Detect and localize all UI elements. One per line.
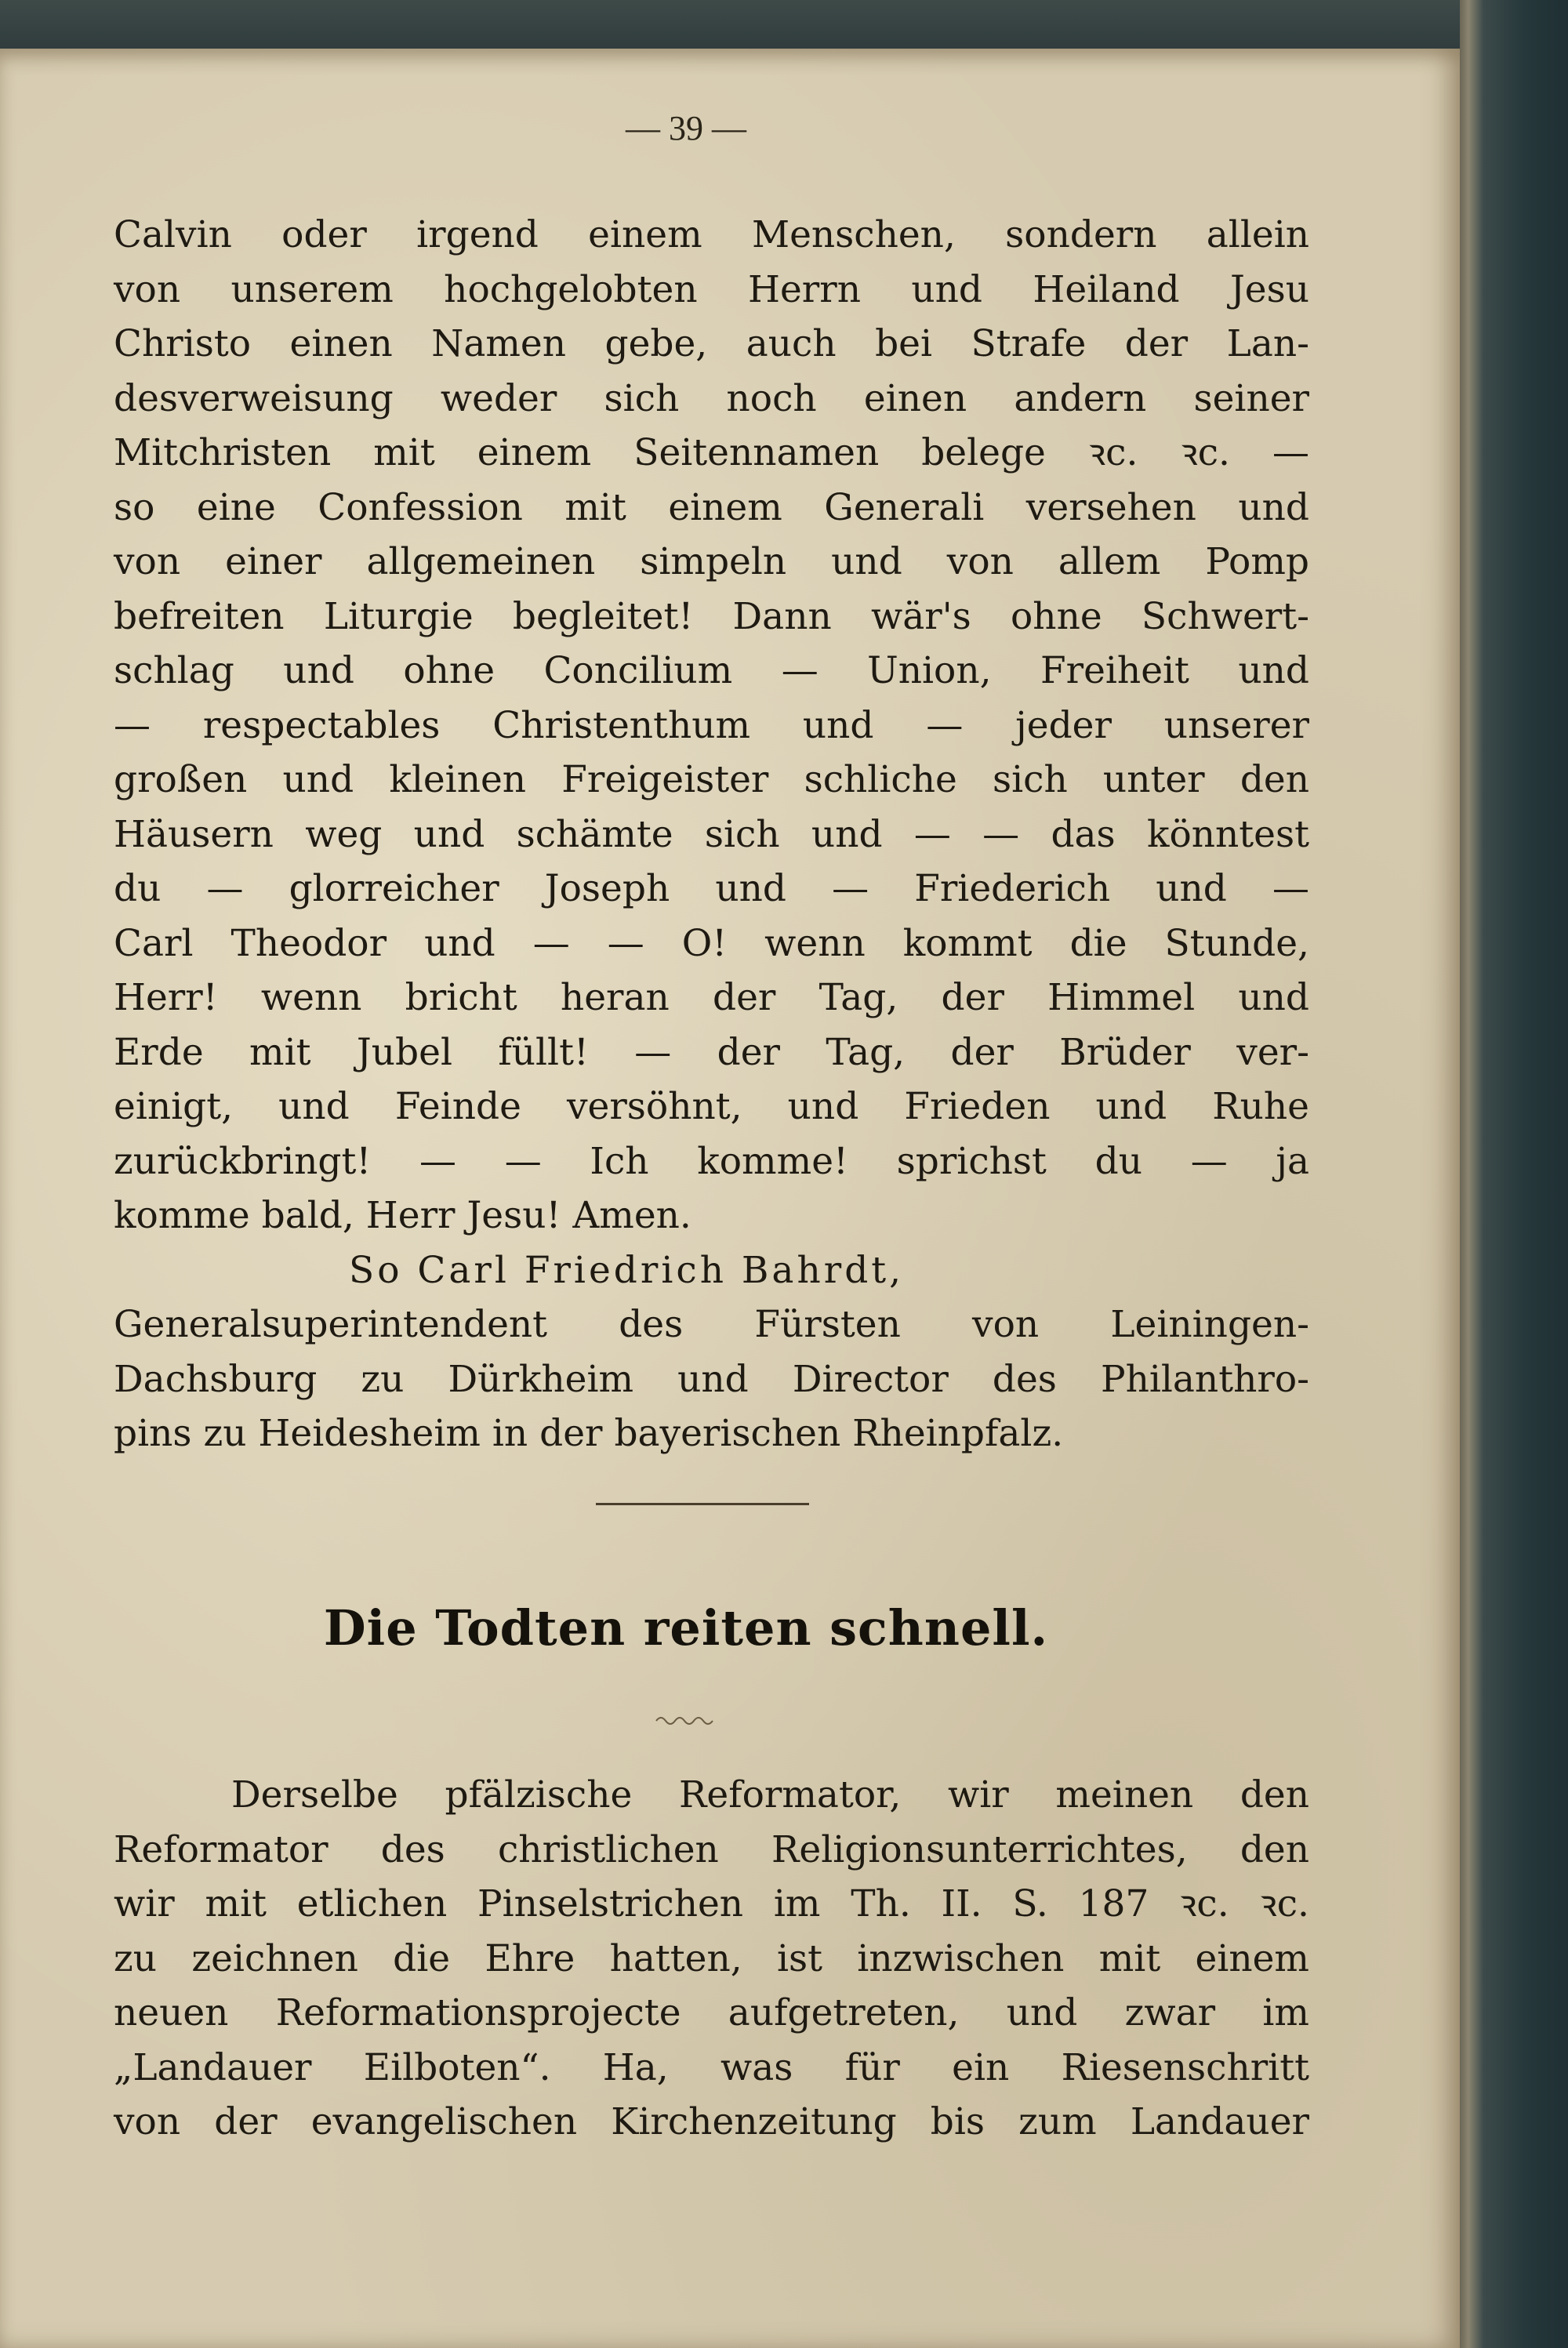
text-line: Carl Theodor und — — O! wenn kommt die Stunde, [114,921,1309,965]
text-line: wir mit etlichen Pinselstrichen im Th. II. S. 187 ꝛc. ꝛc. [114,1882,1309,1925]
text-line: Häusern weg und schämte sich und — — das könntest [114,812,1309,856]
text-line: desverweisung weder sich noch einen andern seiner [114,376,1309,420]
book-cover-edge [0,0,1568,55]
text-line: du — glorreicher Joseph und — Friederich und — [114,867,1309,910]
text-line: Calvin oder irgend einem Menschen, sondern allein [114,213,1309,256]
section-divider [596,1503,809,1505]
signature: So Carl Friedrich Bahrdt, [349,1248,905,1292]
signature-line: Dachsburg zu Dürkheim und Director des Philanthro- [114,1357,1309,1401]
text-line: komme bald, Herr Jesu! Amen. [114,1194,691,1237]
book-spine [1460,0,1568,2348]
section-title: Die Todten reiten schnell. [323,1599,1049,1657]
text-line: zurückbringt! — — Ich komme! sprichst du — ja [114,1139,1309,1183]
signature-line: pins zu Heidesheim in der bayerischen Rheinpfalz. [114,1412,1064,1455]
ornament-squiggle [655,1713,717,1729]
text-line: Erde mit Jubel füllt! — der Tag, der Brüder ver- [114,1030,1309,1074]
text-line: Reformator des christlichen Religionsunterrichtes, den [114,1827,1309,1871]
text-line: — respectables Christenthum und — jeder unserer [114,703,1309,747]
text-line: Derselbe pfälzische Reformator, wir meinen den [231,1773,1309,1816]
signature-line: Generalsuperintendent des Fürsten von Leiningen- [114,1303,1309,1346]
text-line: „Landauer Eilboten“. Ha, was für ein Riesenschritt [114,2045,1309,2089]
text-line: von der evangelischen Kirchenzeitung bis zum Landauer [114,2100,1309,2143]
text-line: schlag und ohne Concilium — Union, Freiheit und [114,649,1309,692]
text-line: großen und kleinen Freigeister schliche sich unter den [114,758,1309,801]
text-line: von einer allgemeinen simpeln und von allem Pomp [114,540,1309,583]
text-line: einigt, und Feinde versöhnt, und Frieden und Ruhe [114,1085,1309,1128]
body-text-block-1 [114,208,1309,1461]
text-line: befreiten Liturgie begleitet! Dann wär's ohne Schwert- [114,594,1309,638]
text-line: von unserem hochgelobten Herrn und Heiland Jesu [114,267,1309,311]
text-line: Mitchristen mit einem Seitennamen belege ꝛc. ꝛc. — [114,431,1309,474]
text-line: zu zeichnen die Ehre hatten, ist inzwischen mit einem [114,1936,1309,1980]
page-number: — 39 — [626,109,746,147]
body-text-block-2 [114,1768,1309,2150]
text-line: so eine Confession mit einem Generali versehen und [114,485,1309,529]
text-line: neuen Reformationsprojecte aufgetreten, und zwar im [114,1991,1309,2034]
text-line: Herr! wenn bricht heran der Tag, der Himmel und [114,976,1309,1019]
text-line: Christo einen Namen gebe, auch bei Strafe der Lan- [114,322,1309,365]
